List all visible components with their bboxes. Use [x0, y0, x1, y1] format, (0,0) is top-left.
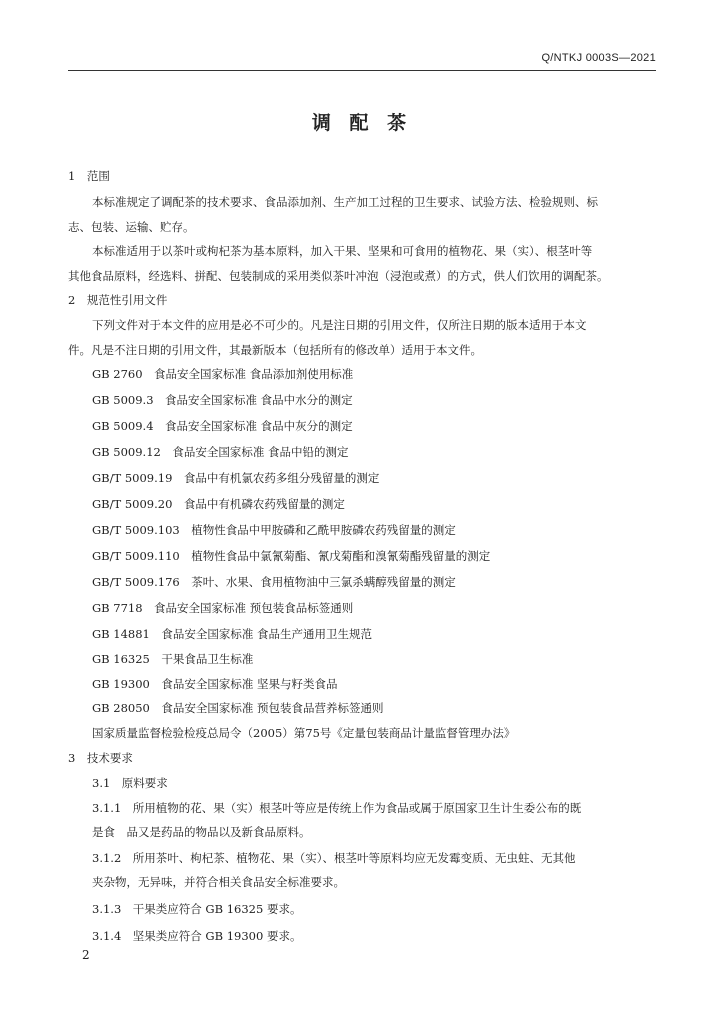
section-3-1-heading: 3.1 原料要求 [92, 776, 168, 790]
section-1-paragraph-2-line-2: 其他食品原料，经选料、拼配、包装制成的采用类似茶叶冲泡（浸泡或煮）的方式，供人们饮用的调配茶。 [68, 269, 609, 283]
section-3-heading: 3 技术要求 [68, 751, 133, 765]
section-2-paragraph-line-1: 下列文件对于本文件的应用是必不可少的。凡是注日期的引用文件，仅所注日期的版本适用于本文 [92, 318, 587, 332]
reference-item: GB 16325 干果食品卫生标准 [92, 652, 254, 666]
clause-3-1-4: 3.1.4 坚果类应符合 GB 19300 要求。 [92, 929, 302, 943]
page-number: 2 [82, 948, 90, 962]
header-divider [68, 70, 656, 71]
reference-item: GB/T 5009.103 植物性食品中甲胺磷和乙酰甲胺磷农药残留量的测定 [92, 523, 456, 537]
reference-item: GB 2760 食品安全国家标准 食品添加剂使用标准 [92, 367, 354, 381]
clause-3-1-1-line-1: 3.1.1 所用植物的花、果（实）根茎叶等应是传统上作为食品或属于原国家卫生计生委公布的既 [92, 801, 582, 815]
reference-item: GB/T 5009.20 食品中有机磷农药残留量的测定 [92, 497, 345, 511]
reference-item: GB 14881 食品安全国家标准 食品生产通用卫生规范 [92, 627, 373, 641]
reference-item: GB 5009.12 食品安全国家标准 食品中铅的测定 [92, 445, 349, 459]
document-title: 调 配 茶 [311, 112, 413, 134]
section-2-heading: 2 规范性引用文件 [68, 293, 168, 307]
reference-item: GB 5009.3 食品安全国家标准 食品中水分的测定 [92, 393, 353, 407]
reference-item: 国家质量监督检验检疫总局令（2005）第75号《定量包装商品计量监督管理办法》 [92, 726, 516, 740]
reference-item: GB 5009.4 食品安全国家标准 食品中灰分的测定 [92, 419, 353, 433]
reference-item: GB/T 5009.176 茶叶、水果、食用植物油中三氯杀螨醇残留量的测定 [92, 575, 456, 589]
reference-item: GB/T 5009.110 植物性食品中氯氰菊酯、氰戊菊酯和溴氰菊酯残留量的测定 [92, 549, 491, 563]
reference-item: GB/T 5009.19 食品中有机氯农药多组分残留量的测定 [92, 471, 380, 485]
clause-3-1-2-line-2: 夹杂物，无异味，并符合相关食品安全标准要求。 [92, 875, 345, 889]
section-1-heading: 1 范围 [68, 169, 110, 183]
section-1-paragraph-1-line-1: 本标准规定了调配茶的技术要求、食品添加剂、生产加工过程的卫生要求、试验方法、检验规则、标 [92, 195, 598, 209]
reference-item: GB 28050 食品安全国家标准 预包装食品营养标签通则 [92, 701, 384, 715]
clause-3-1-3: 3.1.3 干果类应符合 GB 16325 要求。 [92, 902, 302, 916]
clause-3-1-2-line-1: 3.1.2 所用茶叶、枸杞茶、植物花、果（实）、根茎叶等原料均应无发霉变质、无虫蛀、无其他 [92, 851, 576, 865]
reference-item: GB 7718 食品安全国家标准 预包装食品标签通则 [92, 601, 354, 615]
section-1-paragraph-2-line-1: 本标准适用于以茶叶或枸杞茶为基本原料，加入干果、坚果和可食用的植物花、果（实）、根茎叶等 [92, 244, 593, 258]
reference-item: GB 19300 食品安全国家标准 坚果与籽类食品 [92, 677, 338, 691]
clause-3-1-1-line-2: 是食 品又是药品的物品以及新食品原料。 [92, 825, 311, 839]
section-2-paragraph-line-2: 件。凡是不注日期的引用文件，其最新版本（包括所有的修改单）适用于本文件。 [68, 343, 482, 357]
section-1-paragraph-1-line-2: 志、包装、运输、贮存。 [68, 220, 195, 234]
document-code: Q/NTKJ 0003S—2021 [541, 52, 656, 64]
